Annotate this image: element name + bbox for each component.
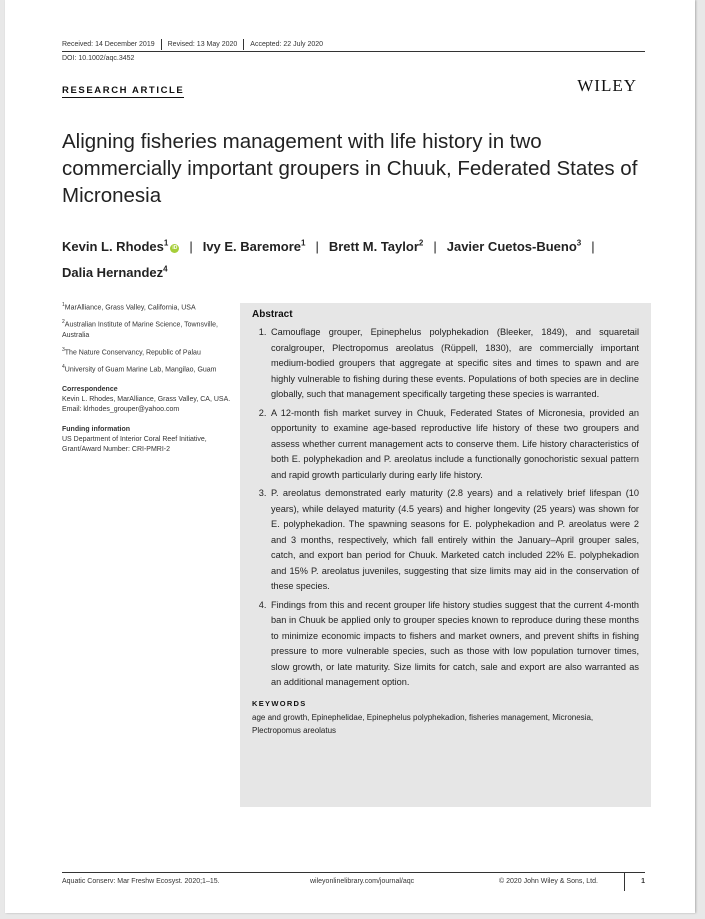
article-type: RESEARCH ARTICLE — [62, 85, 185, 96]
keywords: age and growth, Epinephelidae, Epinephelus polyphekadion, fisheries management, Micronesia, Plectropomus areolatus — [252, 712, 594, 735]
abstract-item: 1. Camouflage grouper, Epinephelus polyphekadion (Bleeker, 1849), and squaretail coralgrouper, Plectropomus areolatus (Rüppell, 1830), are commercially important medium-bodied groupers that aggregate at specific sites and times to spawn and are highly vulnerable to fishing during these events. Populations of both species are in decline globally, such that management specifically targeting these species is warranted. — [269, 325, 639, 403]
author[interactable]: Javier Cuetos-Bueno$^3$ — [446, 239, 582, 255]
affiliation: $^1$MarAlliance, Grass Valley, California, USA — [62, 302, 196, 312]
author[interactable]: Kevin L. Rhodes$^1$ — [62, 239, 169, 255]
orcid-icon[interactable]: iD — [172, 245, 178, 252]
page-number: 1 — [624, 873, 645, 891]
affiliation: $^4$University of Guam Marine Lab, Mangilao, Guam — [62, 363, 217, 374]
doi[interactable]: DOI: 10.1002/aqc.3452 — [62, 55, 135, 62]
publisher-logo: WILEY — [577, 76, 637, 95]
received-date: Received: 14 December 2019 — [62, 41, 155, 48]
keywords-heading: KEYWORDS — [252, 698, 307, 708]
footer-divider — [62, 872, 645, 873]
correspondence-name: Kevin L. Rhodes, MarAlliance, Grass Valley, CA, USA. — [62, 396, 231, 404]
correspondence-email[interactable]: Email: klrhodes_grouper@yahoo.com — [62, 406, 180, 414]
header-divider — [62, 51, 645, 52]
abstract-box — [240, 303, 651, 807]
accepted-date: Accepted: 22 July 2020 — [243, 39, 329, 50]
author[interactable]: Ivy E. Baremore$^1$ — [202, 239, 306, 255]
author-list: Kevin L. Rhodes$^1$iD | Ivy E. Baremore$^1$ | Brett M. Taylor$^2$ | Javier Cuetos-Bueno$^3$ | Dalia Hernandez$^4$ — [62, 239, 595, 280]
paper-page — [5, 0, 695, 913]
journal-url[interactable]: wileyonlinelibrary.com/journal/aqc — [310, 878, 415, 885]
revised-date: Revised: 13 May 2020 — [161, 39, 244, 50]
correspondence-heading: Correspondence — [62, 386, 118, 394]
journal-citation: Aquatic Conserv: Mar Freshw Ecosyst. 2020;1–15. — [62, 878, 220, 885]
copyright: © 2020 John Wiley & Sons, Ltd. — [499, 878, 598, 885]
article-dates — [62, 39, 329, 50]
article-title: Aligning fisheries management with life history in two commercially important groupers in Chuuk, Federated States of Micronesia — [62, 130, 638, 207]
funding-heading: Funding information — [62, 426, 131, 434]
abstract-list — [252, 325, 639, 691]
author[interactable]: Brett M. Taylor$^2$ — [328, 239, 424, 255]
affiliation: $^3$The Nature Conservancy, Republic of Palau — [62, 346, 201, 356]
abstract-item: 2. A 12-month fish market survey in Chuuk, Federated States of Micronesia, provided an opportunity to examine age-based reproductive life history of these two groupers and assess whether current management acts to conserve them. Life history characteristics of both E. polyphekadion and P. areolatus include a functionally gonochoristic sexual pattern and rapid growth particularly during early life history. — [269, 406, 639, 484]
abstract-item: 4. Findings from this and recent grouper life history studies suggest that the current 4-month ban in Chuuk be applied only to grouper species known to reproduce during these months to minimize economic impacts to fishers and market owners, and prevent shifts in fishing pressure to more vulnerable species, such as those with low population turnover times, slow growth, or late maturity. Size limits for catch, sale and export are also warranted as an additional management option. — [269, 598, 639, 691]
affiliation: $^2$Australian Institute of Marine Science, Townsville, Australia — [62, 319, 218, 339]
sidebar-info — [62, 300, 232, 459]
funding-text: US Department of Interior Coral Reef Initiative, Grant/Award Number: CRI-PMRI-2 — [62, 436, 207, 454]
author[interactable]: Dalia Hernandez$^4$ — [62, 264, 168, 280]
abstract-item: 3. P. areolatus demonstrated early maturity (2.8 years) and a relatively brief lifespan (10 years), while delayed maturity (4.5 years) and higher longevity (25 years) was shown for E. polyphekadion. The spawning seasons for E. polyphekadion and P. areolatus were 2 and 3 months, respectively, which fall entirely within the January–April grouper sales, catch, and export ban period for Chuuk. Marketed catch included 22% E. polyphekadion and 15% P. areolatus juveniles, suggesting that size limits may aid in the conservation of these species. — [269, 486, 639, 595]
abstract-heading: Abstract — [252, 309, 293, 320]
